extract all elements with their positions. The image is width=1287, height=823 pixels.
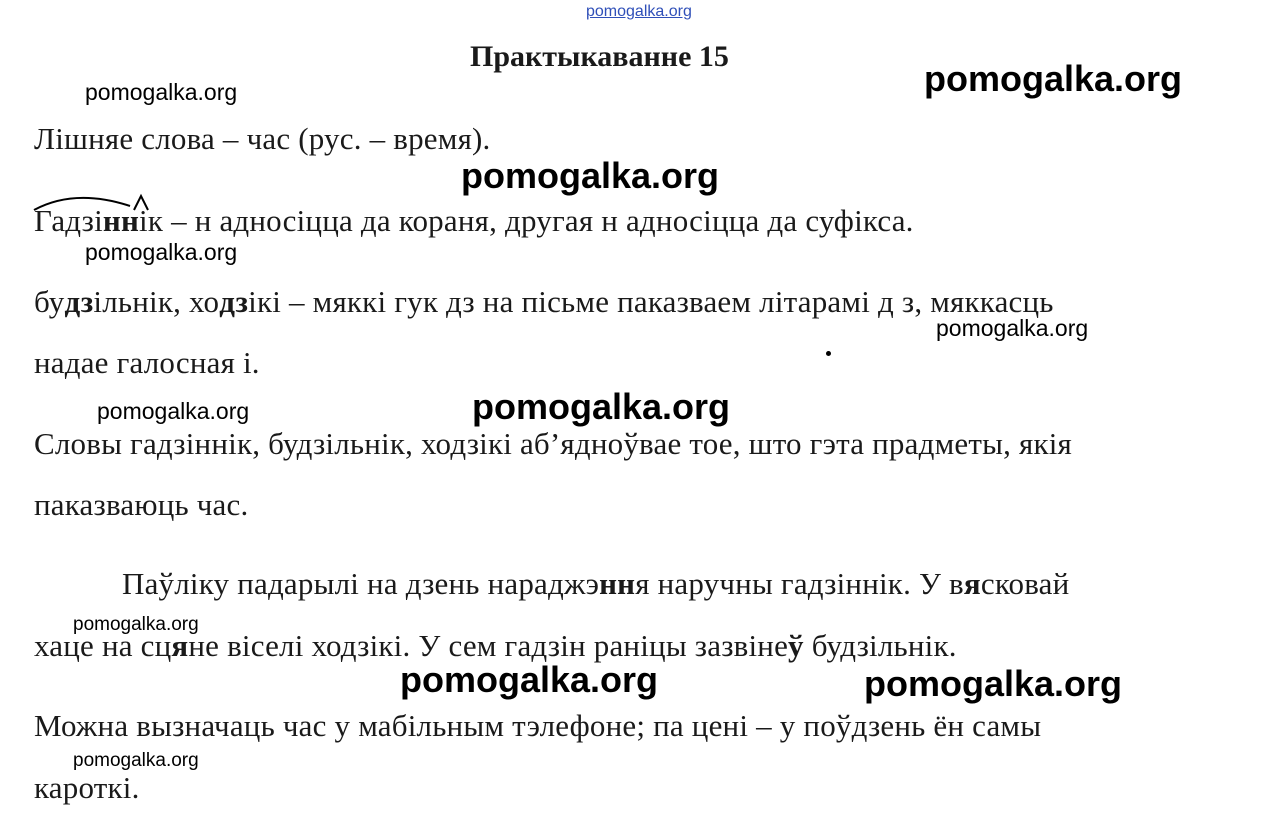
watermark: pomogalka.org	[73, 750, 199, 771]
watermark: pomogalka.org	[97, 398, 250, 424]
text-line-1: Лішняе слова – час (рус. – время).	[34, 121, 491, 156]
watermark: pomogalka.org	[85, 239, 238, 265]
watermark: pomogalka.org	[472, 386, 731, 427]
watermark: pomogalka.org	[864, 663, 1123, 704]
bold-letters: я	[171, 628, 189, 663]
bold-letters: ў	[788, 628, 804, 663]
watermark: pomogalka.org	[936, 315, 1089, 341]
watermark: pomogalka.org	[400, 659, 659, 700]
text-line-4: надае галосная і.	[34, 345, 260, 380]
bold-letters: я	[963, 566, 981, 601]
watermark: pomogalka.org	[924, 58, 1183, 99]
text-fragment: хаце на сц	[34, 628, 172, 663]
text-line-7	[122, 566, 1069, 602]
text-fragment: я наручны гадзіннік. У в	[635, 566, 964, 601]
text-fragment: сковай	[980, 566, 1070, 601]
text-line-6: паказваюць час.	[34, 487, 249, 522]
watermark: pomogalka.org	[461, 155, 720, 196]
bold-letters: нн	[599, 566, 636, 601]
text-fragment: ільнік, хо	[93, 284, 220, 319]
watermark-top[interactable]: pomogalka.org	[586, 3, 692, 20]
text-fragment: ік – н адносіцца да кораня, другая н адносіцца да суфікса.	[139, 203, 914, 238]
ink-dot	[826, 351, 831, 356]
text-fragment: бу	[34, 284, 65, 319]
text-fragment: Гадзі	[34, 203, 103, 238]
bold-letters: нн	[102, 203, 140, 238]
text-line-3	[34, 284, 1054, 320]
text-fragment: Паўліку падарылі на дзень нараджэ	[122, 566, 600, 601]
text-fragment: ікі – мяккі гук дз на пісьме паказваем літарамі д з, мяккасць	[248, 284, 1054, 319]
text-fragment: не віселі ходзікі. У сем гадзін раніцы зазвіне	[188, 628, 789, 663]
bold-letters: дз	[219, 284, 249, 319]
page-title: Практыкаванне 15	[470, 40, 729, 73]
text-line-9: Можна вызначаць час у мабільным тэлефоне; па цені – у поўдзень ён самы	[34, 708, 1042, 743]
text-fragment: будзільнік.	[803, 628, 957, 663]
text-line-10: кароткі.	[34, 770, 140, 805]
watermark: pomogalka.org	[73, 614, 199, 635]
text-line-5: Словы гадзіннік, будзільнік, ходзікі аб’ядноўвае тое, што гэта прадметы, якія	[34, 426, 1073, 461]
watermark: pomogalka.org	[85, 79, 238, 105]
bold-letters: дз	[64, 284, 94, 319]
text-line-2	[34, 203, 914, 239]
